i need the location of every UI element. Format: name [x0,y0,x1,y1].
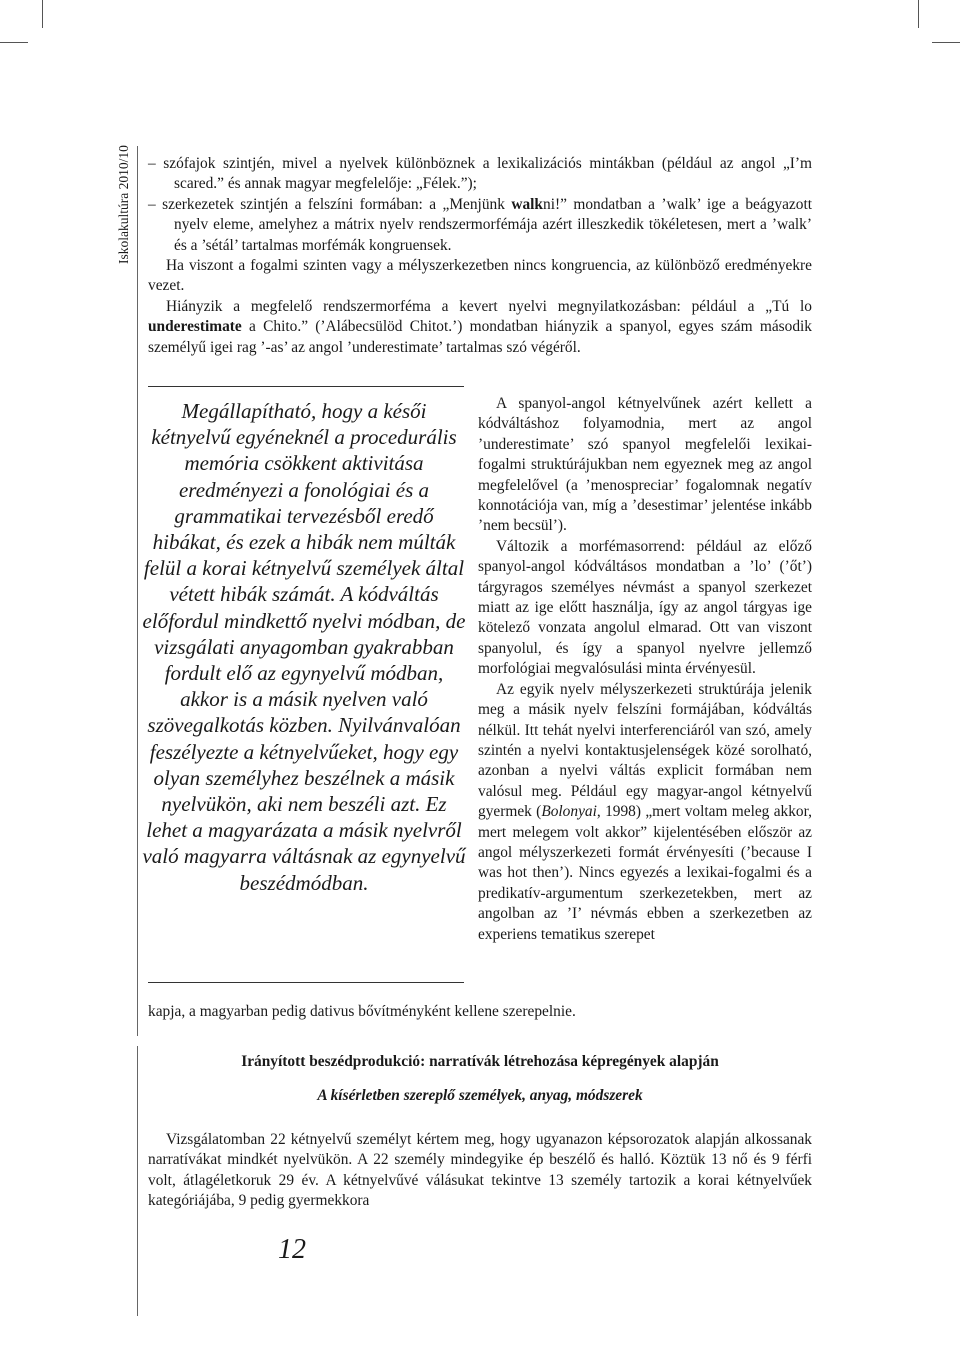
crop-mark [42,0,43,28]
margin-rule [137,1046,138,1316]
pull-quote-rule [148,386,464,387]
section-heading: Irányított beszédprodukció: narratívák létrehozása képregények alapján [241,1053,719,1070]
crop-mark [932,42,960,43]
page-number: 12 [278,1234,306,1265]
bottom-text-block [148,1130,812,1212]
paragraph: A spanyol-angol kétnyelvűnek azért kellett a kódváltáshoz folyamodnia, mert az angol ’underestimate’ szó spanyol megfelelői lexikai-fogalmi struktúrájukban nem egyeznek meg az angol megfelelővel (a ’menospreciar’ fogalomnak negatív konnotációja van, míg a ’desestimar’ jelentése inkább ’nem becsül’). [478,395,812,535]
paragraph: Hiányzik a megfelelő rendszermorféma a kevert nyelvi megnyilatkozásban: például a „Tú lo underestimate a Chito.” (’Alábecsülöd Chitot.’) mondatban hiányzik a spanyol, egyes szám második személyű igei rag ’-as’ az angol ’underestimate’ tartalmas szó végéről. [148,297,812,356]
paragraph: Ha viszont a fogalmi szinten vagy a mélyszerkezetben nincs kongruencia, az különböző eredményekre vezet. [148,257,812,295]
section-subheading: A kísérletben szereplő személyek, anyag, módszerek [317,1087,643,1104]
crop-mark [918,0,919,28]
paragraph-continuation: kapja, a magyarban pedig dativus bővítményként kellene szerepelnie. [148,1003,576,1020]
paragraph: Változik a morfémasorrend: például az előző spanyol-angol kódváltásos mondatban a ’lo’ (’őt’) tárgyragos személyes névmást a spanyol szerkezet miatt az ige előtt használja, így az angol tárgyas ige kötelező vonzata angolul elmarad. Ott van viszont spanyolul, és így a spanyol nyelvre jellemző morfológiai megvalósulási minta érvényesül. [478,537,812,678]
right-text-column [478,394,812,945]
margin-rule [137,146,138,1036]
pull-quote: Megállapítható, hogy a késői kétnyelvű egyéneknél a procedurális memória csökkent aktivitása eredményezi a fonológiai és a grammatikai tervezésből eredő hibákat, és ezek a hibák nem múlták felül a korai kétnyelvű személyek által vétett hibák számát. A kódváltás előfordul mindkettő nyelvi módban, de vizsgálati anyagomban gyakrabban fordult elő az egynyelvű módban, akkor is a másik nyelven való szövegalkotás közben. Nyilvánvalóan feszélyezte a kétnyelvűeket, hogy egy olyan személyhez beszélnek a másik nyelvükön, aki nem beszéli azt. Ez lehet a magyarázata a másik nyelvről való magyarra váltásnak az egynyelvű beszédmódban. [142,399,466,895]
pull-quote-rule [148,982,464,983]
crop-mark [0,42,28,43]
running-header: Iskolakultúra 2010/10 [116,145,131,264]
paragraph: Az egyik nyelv mélyszerkezeti struktúrája jelenik meg a másik nyelv felszíni formájában, kódváltás nélkül. Itt tehát nyelvi interferenciáról van szó, amely szintén a nyelvi kontaktusjelenségek közé sorolható, azonban a nyelvi váltás explicit formában nem valósul meg. Például egy magyar-angol kétnyelvű gyermek (Bolonyai, 1998) „mert voltam meleg akkor, mert melegem volt akkor” kijelentésében először az angol mélyszerkezeti formát érvényesíti (’because I was hot then’). Nincs egyezés a lexikai-fogalmi és a predikatív-argumentum szerkezetekben, mert az angolban az ’I’ névmás ebben a szerkezetben az experiens tematikus szerepet [478,680,812,943]
list-item: – szerkezetek szintjén a felszíni formában: a „Menjünk walkni!” mondatban a ’walk’ ige a beágyazott nyelv eleme, amelyhez a mátrix nyelv rendszermorfémája azért illeszkedik tökéletesen, mert a ’walk’ és a ’sétál’ tartalmas morfémák kongruensek. [148,195,813,254]
paragraph: Vizsgálatomban 22 kétnyelvű személyt kértem meg, hogy ugyanazon képsorozatok alapján alkossanak narratívákat mindkét nyelvükön. A 22 személy mindegyike ép beszélő és halló. Köztük 13 nő és 9 férfi volt, átlagéletkoruk 29 év. A kétnyelvűvé válásukat tekintve 13 személy tartozik a korai kétnyelvűek kategóriájába, 9 pedig gyermekkora [148,1131,812,1210]
list-item: – szófajok szintjén, mivel a nyelvek különböznek a lexikalizációs mintákban (például az angol „I’m scared.” és annak magyar megfelelője: „Félek.”); [148,155,812,193]
top-text-block [148,154,812,358]
